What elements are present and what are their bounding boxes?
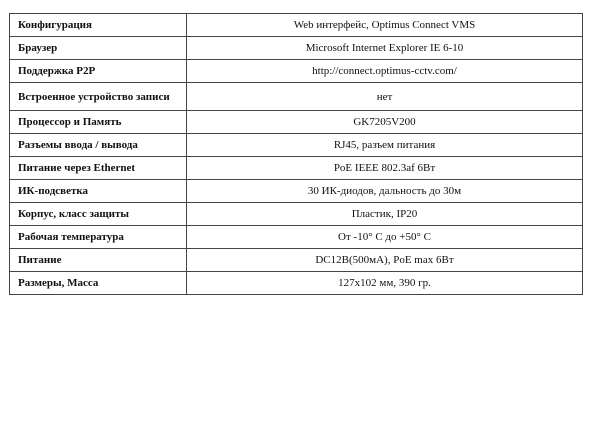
spec-label: Браузер xyxy=(10,37,187,60)
table-row xyxy=(10,83,583,111)
table-row xyxy=(10,14,583,37)
table-row xyxy=(10,203,583,226)
table-row xyxy=(10,272,583,295)
spec-label: Питание через Ethernet xyxy=(10,157,187,180)
spec-value: http://connect.optimus-cctv.com/ xyxy=(187,60,583,83)
spec-value: Microsoft Internet Explorer IE 6-10 xyxy=(187,37,583,60)
table-row xyxy=(10,134,583,157)
table-row xyxy=(10,249,583,272)
spec-label: ИК-подсветка xyxy=(10,180,187,203)
spec-value: От -10° C до +50° C xyxy=(187,226,583,249)
table-row xyxy=(10,111,583,134)
spec-value: нет xyxy=(187,83,583,111)
spec-value: RJ45, разъем питания xyxy=(187,134,583,157)
spec-value: DC12В(500мА), PoE max 6Вт xyxy=(187,249,583,272)
spec-label: Размеры, Масса xyxy=(10,272,187,295)
spec-label: Конфигурация xyxy=(10,14,187,37)
table-row xyxy=(10,37,583,60)
spec-value: GK7205V200 xyxy=(187,111,583,134)
table-row xyxy=(10,226,583,249)
spec-label: Процессор и Память xyxy=(10,111,187,134)
specifications-table xyxy=(9,13,583,295)
spec-value: Пластик, IP20 xyxy=(187,203,583,226)
spec-value: PoE IEEE 802.3af 6Вт xyxy=(187,157,583,180)
spec-label: Рабочая температура xyxy=(10,226,187,249)
spec-label: Корпус, класс защиты xyxy=(10,203,187,226)
spec-value: 127x102 мм, 390 гр. xyxy=(187,272,583,295)
spec-value: 30 ИК-диодов, дальность до 30м xyxy=(187,180,583,203)
spec-label: Разъемы ввода / вывода xyxy=(10,134,187,157)
spec-label: Поддержка P2P xyxy=(10,60,187,83)
table-row xyxy=(10,180,583,203)
table-row xyxy=(10,157,583,180)
spec-label: Встроенное устройство записи xyxy=(10,83,187,111)
table-row xyxy=(10,60,583,83)
spec-value: Web интерфейс, Optimus Connect VMS xyxy=(187,14,583,37)
spec-label: Питание xyxy=(10,249,187,272)
